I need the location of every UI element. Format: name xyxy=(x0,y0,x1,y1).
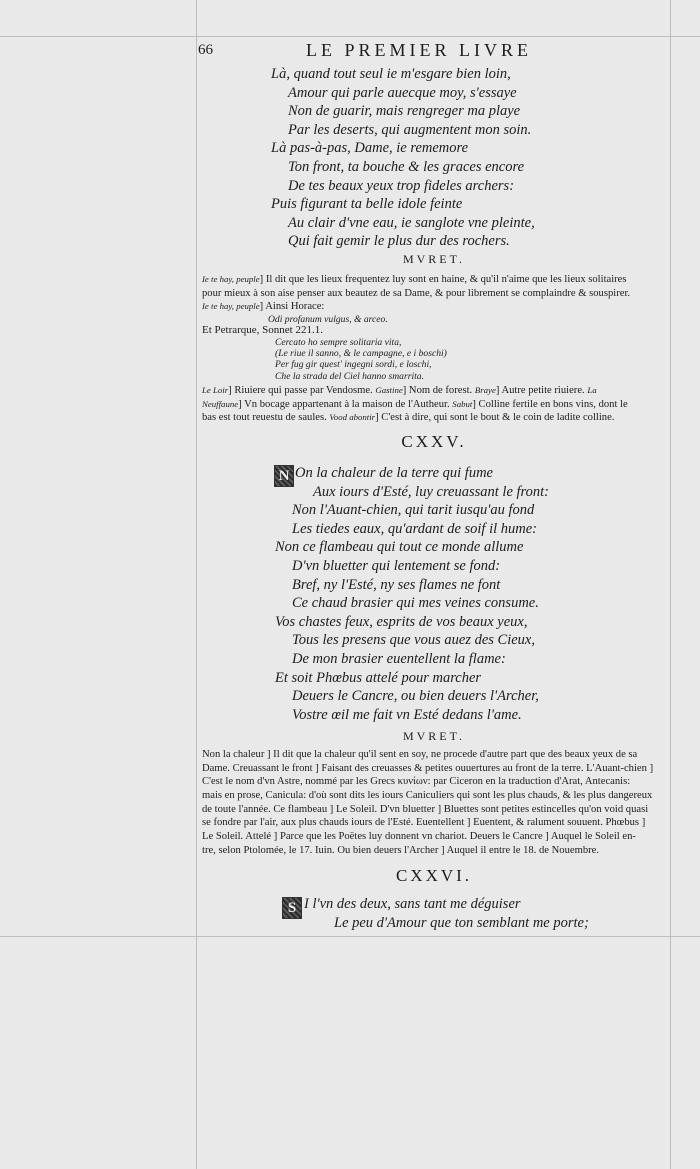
verse-line: D'vn bluetter qui lentement se fond: xyxy=(292,557,501,574)
commentary-notes xyxy=(202,384,668,425)
lemma: Le Loir xyxy=(202,385,229,395)
poem-sonnet-126 xyxy=(282,895,589,932)
commentary-text: ] Ainsi Horace: xyxy=(259,301,325,313)
commentary-line: C'est le nom d'vn Astre, nommé par les Grecs κυνίων: par Ciceron en la traduction d'Arat, Antecanis: xyxy=(202,776,631,788)
commentary-line: de toute l'année. Ce flambeau ] Le Soleil. D'vn bluetter ] Bluettes sont petites estincelles qu'on void quasi xyxy=(202,803,649,815)
verse-line: Deuers le Cancre, ou bien deuers l'Archer, xyxy=(292,688,539,705)
lemma: Ie te hay, peuple xyxy=(202,274,260,284)
verse-line: Vos chastes feux, esprits de vos beaux yeux, xyxy=(275,613,528,630)
commentary-text: pour mieux à son aise penser aux beautez de sa Dame, & pour librement se complaindre & souspirer. xyxy=(202,287,631,299)
lemma: La xyxy=(587,385,597,395)
drop-cap: S xyxy=(282,897,302,919)
verse-line: De mon brasier euentellent la flame: xyxy=(292,650,506,667)
page-header xyxy=(198,42,670,64)
verse-line: Les tiedes eaux, qu'ardant de soif il hume: xyxy=(292,520,537,537)
commentary-line: Non la chaleur ] Il dit que la chaleur qu'il sent en soy, ne procede d'autre part que des beaux yeux de sa xyxy=(202,749,638,760)
horace-quote: Odi profanum vulgus, & arceo. xyxy=(268,314,388,325)
commentary-line: Le Soleil. Attelé ] Parce que les Poëtes luy donnent vn chariot. Deuers le Cancre ] Auquel le Soleil en- xyxy=(202,831,636,843)
commentary-line: mais en prose, Canicula: d'où sont dits les iours Caniculiers qui sont les plus chauds, & les plus dangereux xyxy=(202,790,653,802)
poem-stanza-1 xyxy=(271,65,535,251)
commentary-text: ] Colline fertile en bons vins, dont le xyxy=(472,398,628,410)
sonnet-number: CXXV. xyxy=(401,432,467,451)
lemma: Gastine xyxy=(375,385,403,395)
verse-line: Aux iours d'Esté, luy creuassant le front: xyxy=(313,483,550,500)
verse-line: Non ce flambeau qui tout ce monde allume xyxy=(275,539,524,556)
verse-line: Tous les presens que vous auez des Cieux, xyxy=(292,632,535,649)
verse-line: Le peu d'Amour que ton semblant me porte; xyxy=(334,914,589,931)
verse-line: Là, quand tout seul ie m'esgare bien loin, xyxy=(271,66,511,82)
commentary-line: tre, selon Ptolomée, le 17. Iuin. Ou bien deuers l'Archer ] Auquel il entre le 18. de Nouembre. xyxy=(202,844,600,856)
verse-line: Amour qui parle auecque moy, s'essaye xyxy=(288,84,517,101)
drop-cap: N xyxy=(274,465,294,487)
commentary-text: bas est tout reuestu de saules. xyxy=(202,412,327,424)
lemma: Vood abontir xyxy=(329,412,376,423)
quote-line: Per fug gir quest' ingegni sordi, e loschi, xyxy=(275,359,432,371)
petrarch-quote xyxy=(275,337,447,382)
commentary-text: ] Vn bocage appartenant à la maison de l'Autheur. xyxy=(238,398,450,410)
verse-line: De tes beaux yeux trop fideles archers: xyxy=(288,177,515,194)
top-margin-line xyxy=(0,36,700,37)
page-edge-line xyxy=(670,0,671,1169)
quote-line: (Le riue il sanno, & le campagne, e i boschi) xyxy=(275,348,447,360)
running-head: LE PREMIER LIVRE xyxy=(306,40,532,60)
commentary-block xyxy=(202,273,668,314)
commentary-text: ] Nom de forest. xyxy=(402,385,473,396)
commentary-text: ] Riuiere qui passe par Vendosme. xyxy=(228,385,373,396)
commentary-heading: MVRET. xyxy=(402,252,466,266)
verse-line: Bref, ny l'Esté, ny ses flames ne font xyxy=(292,576,501,593)
verse-line: Ton front, ta bouche & les graces encore xyxy=(288,158,525,175)
verse-line: Au clair d'vne eau, ie sanglote vne pleinte, xyxy=(288,214,535,231)
verse-line: Et soit Phœbus attelé pour marcher xyxy=(275,669,482,686)
page-number: 66 xyxy=(198,42,213,58)
verse-line: Là pas-à-pas, Dame, ie rememore xyxy=(271,140,469,157)
quote-line: Che la strada del Ciel hanno smarrita. xyxy=(275,370,424,382)
commentary-text: ] Autre petite riuiere. xyxy=(495,385,585,396)
sonnet-number: CXXVI. xyxy=(395,866,473,885)
lemma: Sabut xyxy=(452,398,473,409)
verse-line: I l'vn des deux, sans tant me déguiser xyxy=(304,896,521,912)
commentary-line: Dame. Creuassant le front ] Faisant des creuasses & petites ouuertures au front de la terre. L'Auant-chien ] xyxy=(202,762,654,774)
commentary-heading: MVRET. xyxy=(402,729,466,743)
verse-line: Par les deserts, qui augmentent mon soin. xyxy=(288,121,532,138)
lemma: Braye xyxy=(474,385,496,395)
commentary-block xyxy=(202,748,668,858)
verse-line: Vostre œil me fait vn Esté dedans l'ame. xyxy=(292,706,522,723)
page-gutter-line xyxy=(196,0,197,1169)
verse-line: Qui fait gemir le plus dur des rochers. xyxy=(288,233,510,250)
commentary-line: se fondre par l'air, aux plus chauds iours de l'Esté. Euentellent ] Euentent, & ralument souuent. Phœbus ] xyxy=(202,817,646,829)
verse-line: Puis figurant ta belle idole feinte xyxy=(271,196,463,213)
verse-line: Non de guarir, mais rengreger ma playe xyxy=(288,103,521,120)
commentary-text: ] C'est à dire, qui sont le bout & le coin de ladite colline. xyxy=(375,412,615,424)
petrarque-ref: Et Petrarque, Sonnet 221.1. xyxy=(202,324,323,336)
bottom-margin-line xyxy=(0,936,700,937)
lemma: Ie te hay, peuple xyxy=(202,301,260,312)
quote-line: Cercato ho sempre solitaria vita, xyxy=(275,337,402,348)
poem-sonnet-125 xyxy=(275,464,549,724)
verse-line: Non l'Auant-chien, qui tarit iusqu'au fond xyxy=(292,502,535,519)
verse-line: Ce chaud brasier qui mes veines consume. xyxy=(292,595,539,612)
lemma: Neuffaune xyxy=(202,398,239,409)
verse-line: On la chaleur de la terre qui fume xyxy=(295,465,493,481)
commentary-text: ] Il dit que les lieux frequentez luy sont en haine, & qu'il n'aime que les lieux solitaires xyxy=(259,274,627,285)
